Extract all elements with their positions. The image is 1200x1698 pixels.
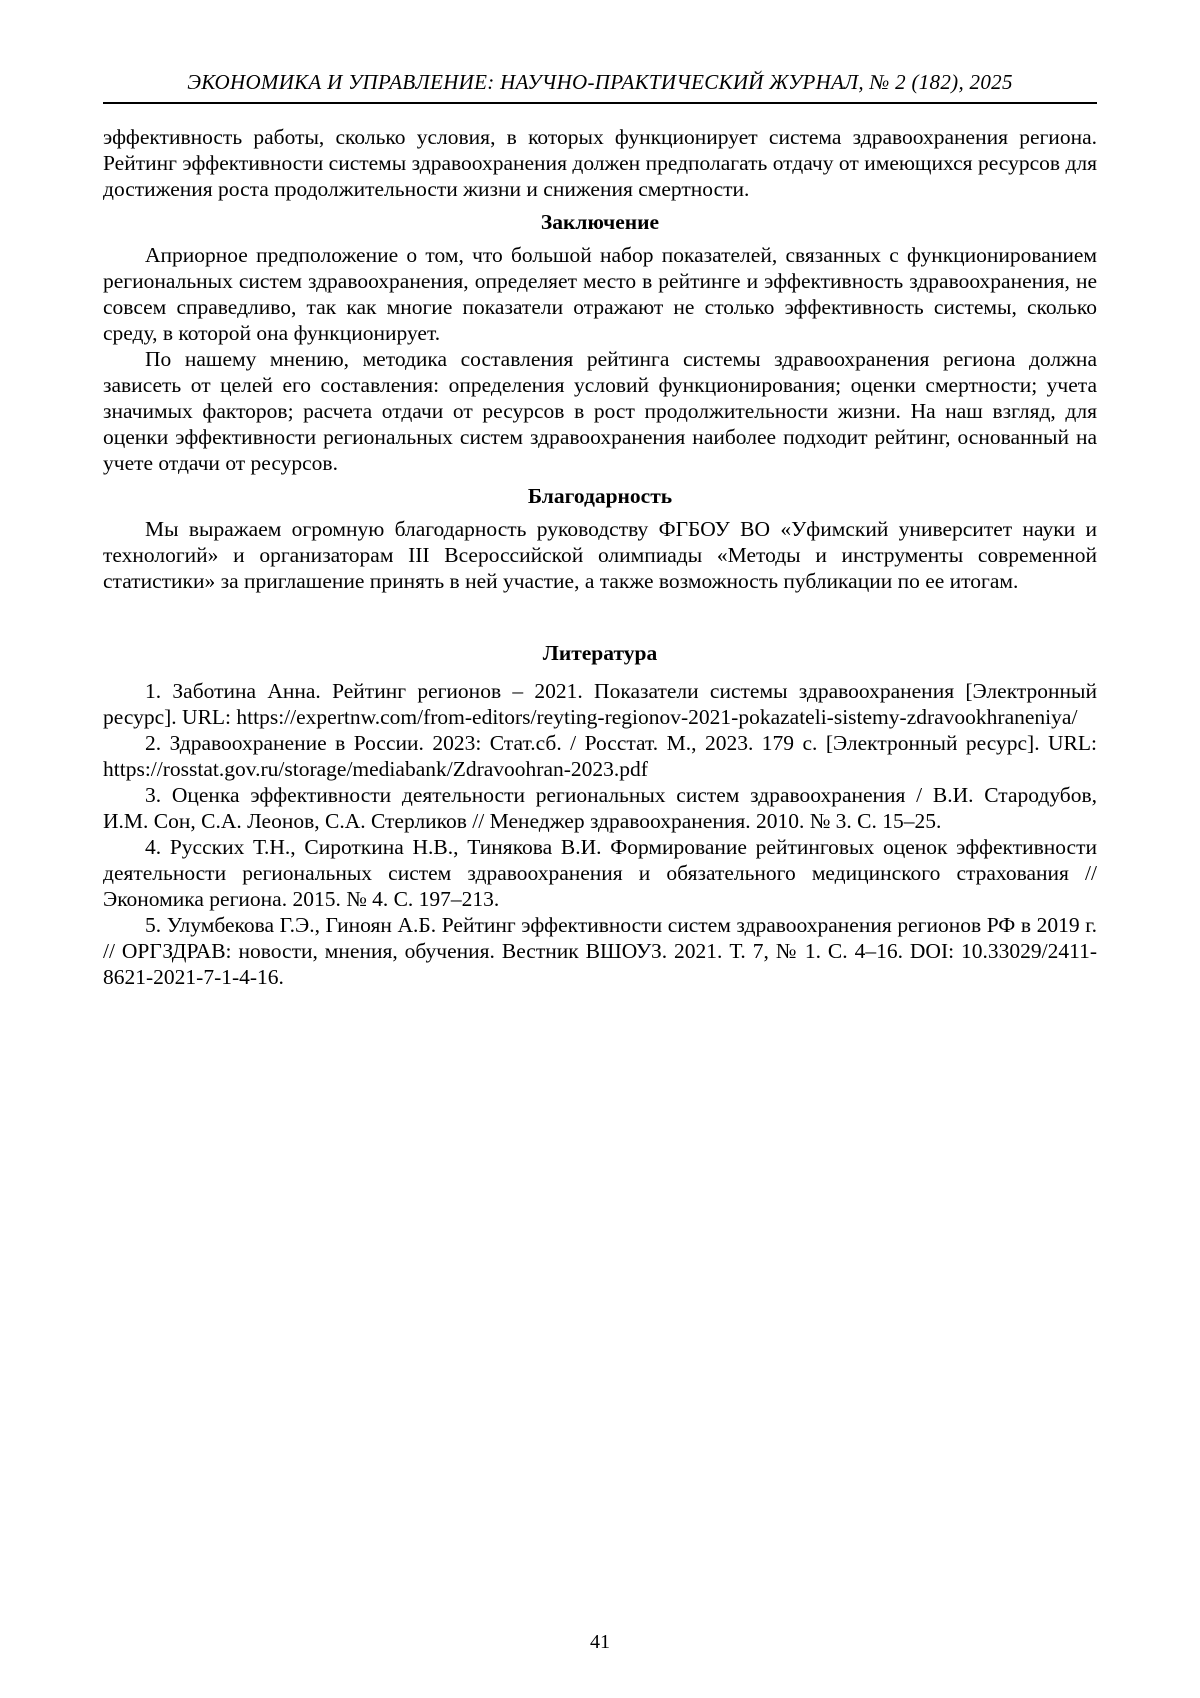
reference-item: 2. Здравоохранение в России. 2023: Стат.сб. / Росстат. М., 2023. 179 с. [Электронный ресурс]. URL: https://rosstat.gov.ru/storage/mediabank/Zdravoohran-2023.pdf [103,731,1097,781]
body-paragraph: Априорное предположение о том, что большой набор показателей, связанных с функционированием региональных систем здравоохранения, определяет место в рейтинге и эффективность здравоохранения, не совсем справедливо, так как многие показатели отражают не столько эффективность системы, сколько среду, в которой она функционирует. [103,243,1097,345]
body-paragraph: Мы выражаем огромную благодарность руководству ФГБОУ ВО «Уфимский университет науки и технологий» и организаторам III Всероссийской олимпиады «Методы и инструменты современной статистики» за приглашение принять в ней участие, а также возможность публикации по ее итогам. [103,517,1097,593]
reference-item: 1. Заботина Анна. Рейтинг регионов – 2021. Показатели системы здравоохранения [Электронный ресурс]. URL: https://expertnw.com/from-editors/reyting-regionov-2021-pokazateli-sistemy-zdravookhraneniya/ [103,679,1097,729]
page-header [103,70,1097,104]
reference-item: 4. Русских Т.Н., Сироткина Н.В., Тинякова В.И. Формирование рейтинговых оценок эффективности деятельности региональных систем здравоохранения и обязательного медицинского страхования // Экономика региона. 2015. № 4. С. 197–213. [103,835,1097,911]
reference-item: 3. Оценка эффективности деятельности региональных систем здравоохранения / В.И. Стародубов, И.М. Сон, С.А. Леонов, С.А. Стерликов // Менеджер здравоохранения. 2010. № 3. С. 15–25. [103,783,1097,833]
body-paragraph: По нашему мнению, методика составления рейтинга системы здравоохранения региона должна зависеть от целей его составления: определения условий функционирования; оценки смертности; учета значимых факторов; расчета отдачи от ресурсов в рост продолжительности жизни. На наш взгляд, для оценки эффективности региональных систем здравоохранения наиболее подходит рейтинг, основанный на учете отдачи от ресурсов. [103,347,1097,475]
reference-item: 5. Улумбекова Г.Э., Гиноян А.Б. Рейтинг эффективности систем здравоохранения регионов РФ в 2019 г. // ОРГЗДРАВ: новости, мнения, обучения. Вестник ВШОУЗ. 2021. Т. 7, № 1. С. 4–16. DOI: 10.33029/2411-8621-2021-7-1-4-16. [103,913,1097,989]
page-content [103,104,1097,990]
section-heading-acknowledgment: Благодарность [527,484,673,508]
section-heading-conclusion: Заключение [540,210,660,234]
section-heading-references: Литература [542,641,658,665]
journal-running-title: ЭКОНОМИКА И УПРАВЛЕНИЕ: НАУЧНО-ПРАКТИЧЕСКИЙ ЖУРНАЛ, № 2 (182), 2025 [187,70,1013,94]
page-number: 41 [590,1631,610,1653]
body-paragraph: эффективность работы, сколько условия, в которых функционирует система здравоохранения региона. Рейтинг эффективности системы здравоохранения должен предполагать отдачу от имеющихся ресурсов для достижения роста продолжительности жизни и снижения смертности. [103,125,1097,201]
